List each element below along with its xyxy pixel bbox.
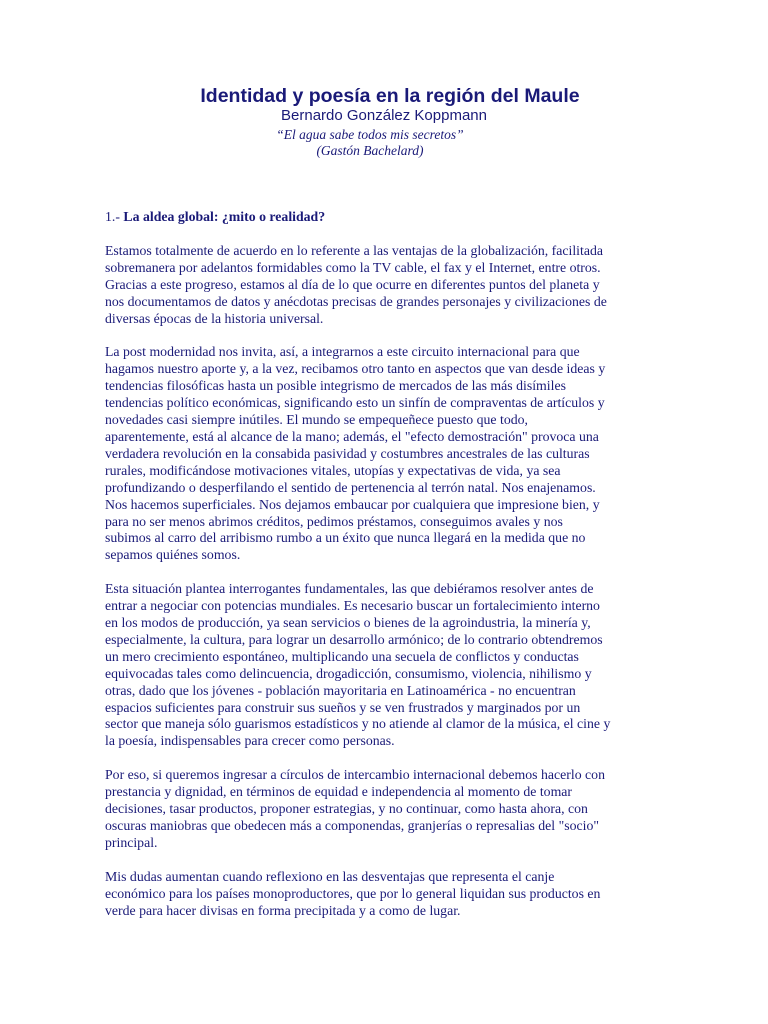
paragraph-2: La post modernidad nos invita, así, a integrarnos a este circuito internacional para que hagamos nuestro aporte y, a la vez, recibamos otro tanto en aspectos que van desde ideas y tendencias filosóficas hasta un posible integrismo de mercados de las más disímiles tendencias político económicas, significando esto un sinfín de compraventas de artículos y novedades casi siempre inútiles. El mundo se empequeñece puesto que todo, aparentemente, está al alcance de la mano; además, el "efecto demostración" provoca una verdadera revolución en la consabida pasividad y costumbres ancestrales de las culturas rurales, modificándose motivaciones vitales, utopías y expectativas de vida, ya sea profundizando o desperfilando el sentido de pertenencia al terrón natal. Nos enajenamos. Nos hacemos superficiales. Nos dejamos embaucar por cualquiera que impresione bien, y para no ser menos abrimos créditos, pedimos préstamos, conseguimos avales y nos subimos al carro del arribismo rumbo a un éxito que nunca llegará en la medida que no sepamos quiénes somos.: [105, 344, 606, 563]
paragraph-3: Esta situación plantea interrogantes fundamentales, las que debiéramos resolver antes de entrar a negociar con potencias mundiales. Es necesario buscar un fortalecimiento interno en los modos de producción, ya sean servicios o bienes de la agroindustria, la minería y, especialmente, la cultura, para lograr un desarrollo armónico; de lo contrario obtendremos un mero crecimiento espontáneo, multiplicando una secuela de conflictos y conductas equivocadas tales como delincuencia, drogadicción, consumismo, violencia, nihilismo y otras, dado que los jóvenes - población mayoritaria en Latinoamérica - no encuentran espacios suficientes para construir sus sueños y se ven frustrados y marginados por un sector que maneja sólo guarismos estadísticos y no atiende al clamor de la música, el cine y la poesía, indispensables para crecer como personas.: [105, 581, 611, 749]
section-number: 1.-: [105, 209, 120, 224]
paragraph-5: Mis dudas aumentan cuando reflexiono en las desventajas que representa el canje económico para los países monoproductores, que por lo general liquidan sus productos en verde para hacer divisas en forma precipitada y a como de lugar.: [105, 868, 601, 918]
document-body: [105, 209, 677, 937]
paragraph-4: Por eso, si queremos ingresar a círculos de intercambio internacional debemos hacerlo con prestancia y dignidad, en términos de equidad e independencia al momento de tomar decisiones, tasar productos, proponer estrategias, y no continuar, como hasta ahora, con oscuras maniobras que obedecen más a componendas, granjerías o represalias del "socio" principal.: [105, 767, 605, 850]
paragraph-1: Estamos totalmente de acuerdo en lo referente a las ventajas de la globalización, facilitada sobremanera por adelantos formidables como la TV cable, el fax y el Internet, entre otros. Gracias a este progreso, estamos al día de lo que ocurre en diferentes puntos del planeta y nos documentamos de datos y anécdotas precisas de grandes personajes y civilizaciones de diversas épocas de la historia universal.: [105, 242, 607, 326]
epigraph-source: (Gastón Bachelard): [316, 143, 424, 158]
document-author: Bernardo González Koppmann: [281, 107, 487, 124]
epigraph-quote: “El agua sabe todos mis secretos”: [276, 127, 464, 142]
section-heading: [105, 209, 677, 226]
section-heading-text: La aldea global: ¿mito o realidad?: [123, 209, 326, 224]
document-title: Identidad y poesía en la región del Maule: [200, 85, 580, 107]
